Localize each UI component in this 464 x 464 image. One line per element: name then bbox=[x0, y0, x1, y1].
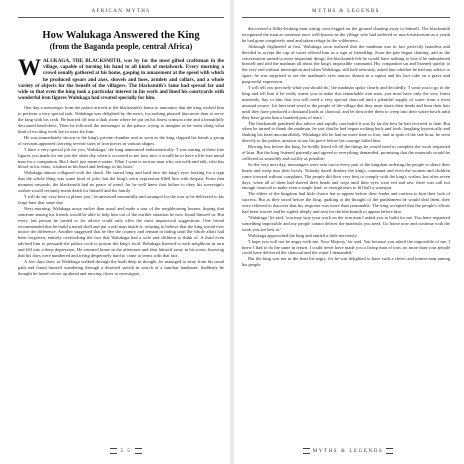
body-paragraph: Walukaga almost collapsed with the shock. He stared long and hard into the king's eyes looking for a sign that the whole thing was some kind of joke, but the king's stern expression filled him with despair. From that moment onwards, the blacksmith had no peace of mind, for he well knew that failure to obey his sovereign's wishes would certainly mean death for himself and his family. bbox=[18, 170, 224, 194]
body-paragraph: Next morning, Walukaga arose earlier than usual and made a tour of the neighbouring houses, hoping that someone among his friends would be able to help him out of the terrible situation he now found himself in. But every last person he turned to for advice could only offer the most impractical suggestions. One friend recommended that he build a metal shell and put a real man inside it, refusing to believe that the king would ever notice the difference. Another suggested that he flee the country and remain in hiding until the whole affair had been forgotten, entirely overlooking the fact that Walukaga had a wife and children to think of. A third even advised him to persuade the palace cook to poison the king's food. Walukaga listened to each neighbour in turn and fell into a deep depression. He returned home in the afternoon and shut himself away in his room, knowing that his days were numbered and trying desperately hard to come to terms with that fact. bbox=[18, 205, 224, 259]
book-gutter bbox=[229, 0, 235, 464]
chapter-subtitle: (from the Baganda people, central Africa) bbox=[49, 42, 193, 51]
body-paragraph: discovered a filthy-looking man sitting cross-legged on the ground chatting away to himself. The blacksmith recognized the man as someone once well-known in the village who had suffered so much misfortune as a youth he had gone completely mad and taken refuge in the wilderness. bbox=[242, 26, 450, 43]
running-head-right: MYTHS & LEGENDS bbox=[242, 8, 450, 18]
lead-paragraph bbox=[18, 55, 224, 102]
left-page bbox=[0, 8, 232, 464]
body-paragraph: 'I will do my very best to please you,' he answered mournfully and arranged for the iron to be delivered to his forge later that same day. bbox=[18, 194, 224, 205]
folio-ornament-icon bbox=[135, 448, 142, 454]
left-body-paragraphs bbox=[18, 105, 224, 276]
body-paragraph: Walukaga approached the king and smiled a little nervously. bbox=[248, 232, 358, 238]
folio-left bbox=[0, 448, 232, 454]
running-head-left: AFRICAN MYTHS bbox=[18, 8, 224, 18]
drop-cap: W bbox=[18, 55, 41, 80]
folio-right bbox=[232, 448, 464, 454]
body-paragraph: 'I have a very special job for you, Walukaga,' the king announced enthusiastically. 'I was staring at these fine figures you made for me just the other day when it occurred to me how nice it would be to have a life-size metal man for a companion. But I don't just mean a statue. What I want is an iron man who can walk and talk, who has blood in his veins, wisdom in his head and feelings in his heart.' bbox=[18, 146, 224, 170]
body-paragraph: Bowing low before the king, he boldly listed off all the things he would need to complete the work requested of him. But the king listened patiently and agreed to everything demanded, promising that the materials would be collected as smoothly and swiftly as possible. bbox=[242, 144, 450, 161]
left-page-body bbox=[18, 26, 224, 442]
right-page-body bbox=[242, 26, 450, 442]
body-paragraph: Although frightened at first, Walukaga soon realized that the madman was in fact perfectly harmless and decided to accept the cup of water offered him as a sign of friendship. Soon the pair began chatting, and as the conversation turned to more important things, the blacksmith felt he would have nothing to lose if he unburdened himself and told the madman all about the king's impossible command. His companion sat and listened quietly to the very end without interruption and when Walukaga, still half-seriously, asked him whether he had any advice to spare, he was surprised to see the madman's eyes narrow almost in a squint and his face take on a grave and purposeful expression. bbox=[242, 43, 450, 85]
body-paragraph: So the very next day, messengers were sent out to every part of the kingdom ordering the people to shave their heads and weep into their bowls. Nobody dared disobey the king's command and even the women and children came forward without complaint. The people did their very best to comply with the king's wishes, but after seven days, when all of them had shaved their heads and wept until their eyes were red and raw, there was still not enough charcoal to make even a single load, or enough tears to fill half a waterpot. bbox=[242, 161, 450, 191]
body-paragraph: He was immediately shown to the king's private chamber and as soon as the king clapped his hands a group of servants appeared carrying several sizes of iron pieces in various shapes. bbox=[18, 134, 224, 146]
body-paragraph: A few days later, as Walukaga walked through the bush deep in thought, he managed to stray from his usual path and found himself wandering through a deserted stretch in search of a familiar landmark. Suddenly he thought he heard voices up ahead and moving closer to investigate, bbox=[18, 258, 224, 276]
body-paragraph: But the king was not in the least bit angry, for he was delighted to have such a clever and honest man among his people. bbox=[242, 256, 450, 268]
body-paragraph: The blacksmith pondered this advice and rapidly concluded it was by far the best he had received to date. But when he turned to thank the madman, he saw that he had begun rocking back and forth, laughing hysterically and shaking his head uncontrollably. Walukaga felt he had no more time to lose, and in spite of the late hour, he went directly to the palace, anxious to say his piece before his courage failed him. bbox=[242, 120, 450, 144]
body-paragraph: 'I will tell you precisely what you should do,' the madman spoke clearly and decidedly. 'I want you to go to the king and tell him if he really wants you to make this remarkable iron man, you must have only the very finest materials. Say to him that you will need a very special charcoal and a plentiful supply of water from a most unusual source. Let him send word to the people of the village that they must shave their heads and burn their hair until they have produced a thousand loads of charcoal, and let him order them to weep into their water-bowls until they have given him a hundred pots of tears.' bbox=[242, 85, 450, 120]
body-paragraph: The elders of the kingdom had little choice but to appear before their leader and confess to him their lack of success. But as they stood before the king, quaking at the thought of the punishment he would deal them, they were relieved to discover that his response was more than reasonable. The king accepted that the people's efforts had been sincere and he sighed deeply and sent for the blacksmith to appear before him. bbox=[242, 191, 450, 215]
lead-text: ALUKAGA, THE BLACKSMITH, was by far the most gifted craftsman in the village, capable of turning his hand to all kinds of metalwork. Every morning a crowd usually gathered at his home, gasping in amazement at the speed with which he produced spears and axes, shovels and hoes, armlets and collars, and a whole variety of objects for the benefit of the villagers. The blacksmith's fame had spread far and wide so that even the king took a particular interest in his work and lined his courtyards with wonderful iron figures Walukaga had created specially for him. bbox=[18, 58, 224, 102]
folio-ornament-icon bbox=[110, 448, 117, 454]
chapter-title: How Walukaga Answered the King bbox=[42, 30, 200, 41]
folio-ornament-icon bbox=[386, 448, 393, 454]
body-paragraph: 'Walukaga,' he said, 'you may stop your work on the iron man I asked you to build for me. You have requested something impossible and my people cannot deliver the materials you need. Go home now and continue with the work you are best at.' bbox=[242, 215, 450, 232]
body-paragraph: 'I hope you will not be angry with me, Your Majesty,' he said, 'but because you asked the impossible of me, I knew I had to do the same in return. I could never have made you a living man of iron, no more than your people could have delivered the charcoal and the water I demanded.' bbox=[242, 238, 450, 256]
folio-ornament-icon bbox=[303, 448, 310, 454]
body-paragraph: One day a messenger from the palace arrived at the blacksmith's home to announce that the king wished him to perform a very special task. Walukaga was delighted by the news, for nothing pleased him more than to serve the king with his craft. He hurried off into a dark room where he put on his finest crimson robe and a beautifully decorated head-dress. Then he followed the messenger to the palace, trying to imagine as he went along what kind of exciting work lay in store for him. bbox=[18, 105, 224, 135]
right-body-paragraphs bbox=[242, 26, 450, 268]
right-page bbox=[232, 8, 464, 464]
running-foot-right: MYTHS & LEGENDS bbox=[312, 449, 384, 454]
page-number-left: 5 5 bbox=[120, 449, 132, 454]
